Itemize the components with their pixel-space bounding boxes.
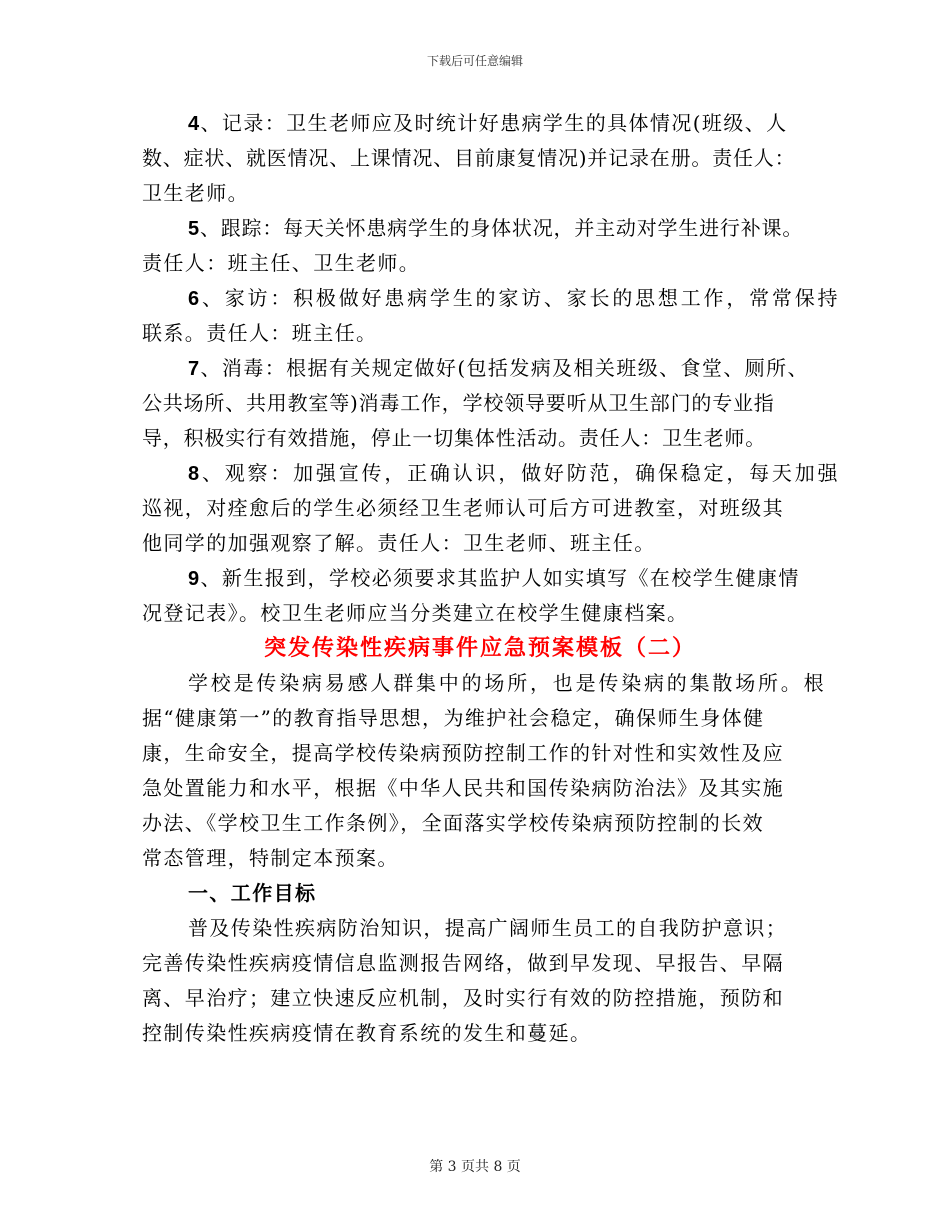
goal-line-3: 离、早治疗；建立快速反应机制，及时实行有效的防控措施，预防和 <box>142 986 784 1010</box>
item-4-line-1 <box>142 106 822 141</box>
item-number: 9 <box>188 568 201 590</box>
intro-line-3: 康，生命安全，提高学校传染病预防控制工作的针对性和实效性及应 <box>142 741 784 765</box>
item-8-line-2: 巡视，对痊愈后的学生必须经卫生老师认可后方可进教室，对班级其 <box>142 496 784 520</box>
item-6-line-1 <box>142 281 841 316</box>
goal-line-1: 普及传染性疾病防治知识，提高广阔师生员工的自我防护意识； <box>188 916 788 940</box>
item-4-line-2: 数、症状、就医情况、上课情况、目前康复情况)并记录在册。责任人： <box>142 146 796 170</box>
intro-line-6: 常态管理，特制定本预案。 <box>142 846 399 870</box>
item-9-line-1 <box>142 561 822 596</box>
intro-line-5: 办法、《学校卫生工作条例》，全面落实学校传染病预防控制的长效 <box>142 811 764 835</box>
item-number: 7 <box>188 358 201 380</box>
section-heading: 一、工作目标 <box>188 881 317 905</box>
item-text: 、新生报到，学校必须要求其监护人如实填写《在校学生健康情 <box>200 566 800 590</box>
item-8-line-3: 他同学的加强观察了解。责任人：卫生老师、班主任。 <box>142 531 656 555</box>
item-4-line-3: 卫生老师。 <box>142 181 249 205</box>
document-body <box>142 106 841 1051</box>
item-text: 、记录：卫生老师应及时统计好患病学生的具体情况(班级、人 <box>200 111 788 135</box>
item-text: 、家访：积极做好患病学生的家访、家长的思想工作，常常保持 <box>201 286 841 310</box>
goal-line-2: 完善传染性疾病疫情信息监测报告网络，做到早发现、早报告、早隔 <box>142 951 784 975</box>
intro-line-1: 学校是传染病易感人群集中的场所，也是传染病的集散场所。根 <box>188 671 827 695</box>
intro-line-2: 据“健康第一”的教育指导思想，为维护社会稳定，确保师生身体健 <box>142 706 765 730</box>
item-7-line-1 <box>142 351 822 386</box>
intro-line-4: 急处置能力和水平，根据《中华人民共和国传染病防治法》及其实施 <box>142 776 784 800</box>
item-number: 6 <box>188 288 202 310</box>
item-9-line-2: 况登记表》。校卫生老师应当分类建立在校学生健康档案。 <box>142 601 689 625</box>
item-7-line-2: 公共场所、共用教室等)消毒工作，学校领导要听从卫生部门的专业指 <box>142 391 775 415</box>
item-number: 4 <box>188 113 201 135</box>
item-7-line-3: 导，积极实行有效措施，停止一切集体性活动。责任人：卫生老师。 <box>142 426 766 450</box>
page-footer: 第 3 页共 8 页 <box>429 1159 521 1175</box>
item-number: 5 <box>188 218 200 240</box>
page-header: 下载后可任意编辑 <box>426 54 523 68</box>
item-5-line-1 <box>142 211 822 246</box>
item-text: 、跟踪：每天关怀患病学生的身体状况，并主动对学生进行补课。 <box>199 216 804 240</box>
section-title: 突发传染性疾病事件应急预案模板（二） <box>263 635 696 661</box>
item-text: 、观察：加强宣传，正确认识，做好防范，确保稳定，每天加强 <box>201 461 841 485</box>
goal-line-4: 控制传染性疾病疫情在教育系统的发生和蔓延。 <box>142 1021 592 1045</box>
item-number: 8 <box>188 463 202 485</box>
item-6-line-2: 联系。责任人：班主任。 <box>142 321 378 345</box>
item-text: 、消毒：根据有关规定做好(包括发病及相关班级、食堂、厕所、 <box>200 356 809 380</box>
item-8-line-1 <box>142 456 841 491</box>
item-5-line-2: 责任人：班主任、卫生老师。 <box>142 251 421 275</box>
